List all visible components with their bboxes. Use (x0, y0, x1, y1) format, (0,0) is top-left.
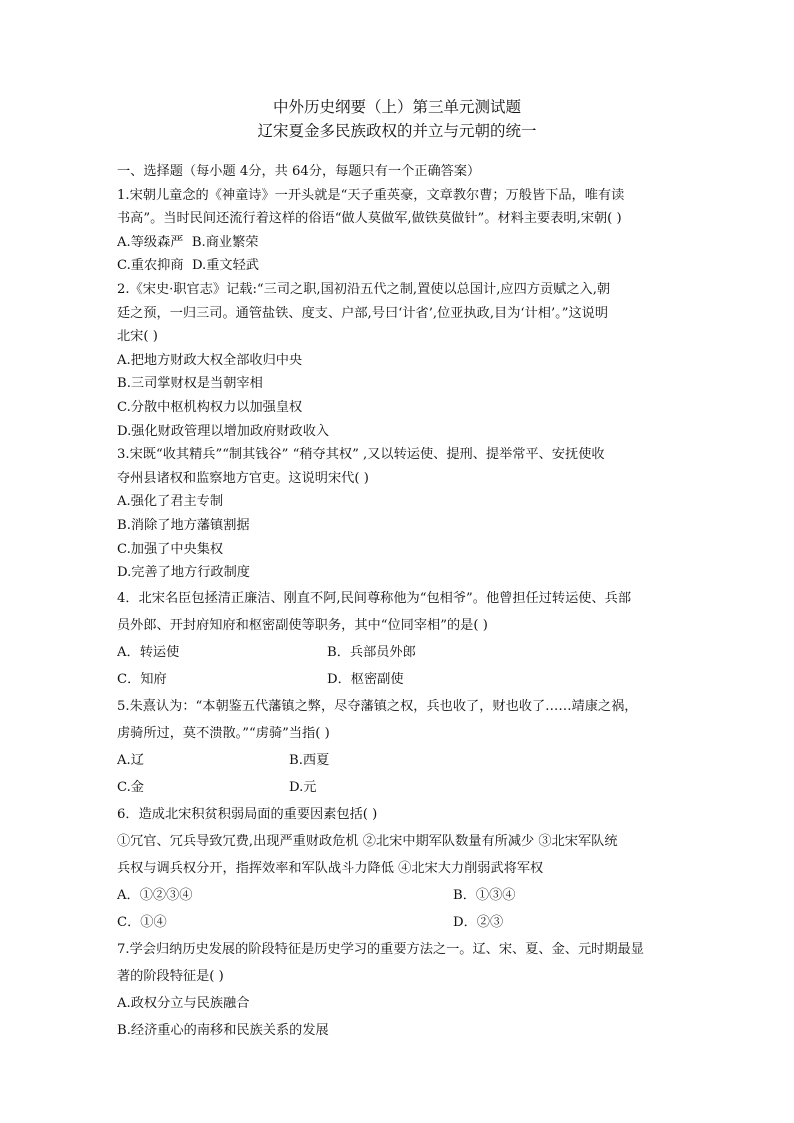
q4-stem-line-1: 4．北宋名臣包拯清正廉洁、刚直不阿,民间尊称他为“包相爷”。他曾担任过转运使、兵部 (117, 590, 631, 606)
q2-option-b: B.三司掌财权是当朝宰相 (117, 376, 263, 392)
q6-option-b: B．①③④ (453, 887, 516, 903)
q6-option-c: C．①④ (117, 914, 167, 930)
q6-stem-line-2: ①冗官、冗兵导致冗费,出现严重财政危机 ②北宋中期军队数量有所减少 ③北宋军队统 (117, 833, 618, 849)
q4-options-row-1 (117, 639, 683, 666)
q6-options-row-1 (117, 882, 683, 909)
q7-option-b: B.经济重心的南移和民族关系的发展 (117, 1022, 329, 1038)
q1-option-d: D.重文轻武 (191, 258, 259, 274)
q4-option-d: D．枢密副使 (327, 671, 404, 687)
q6-option-a: A．①②③④ (117, 887, 193, 903)
q6-options-row-2 (117, 909, 683, 936)
q3-stem-line-2: 夺州县诸权和监察地方官吏。这说明宋代( ) (117, 470, 369, 486)
q3-option-d: D.完善了地方行政制度 (117, 565, 250, 581)
q2-stem-line-1: 2.《宋史·职官志》记载:“三司之职,国初沿五代之制,置使以总国计,应四方贡赋之入,朝 (117, 281, 611, 297)
question-content (117, 160, 683, 1044)
q5-options-row-2 (117, 774, 683, 801)
q1-options-row-2 (117, 254, 683, 278)
q1-option-c: C.重农抑商 (117, 258, 184, 274)
q3-option-a: A.强化了君主专制 (117, 494, 224, 510)
q5-option-d: D.元 (289, 779, 317, 795)
q3-option-b: B.消除了地方藩镇割据 (117, 517, 250, 533)
q1-option-a: A.等级森严 (117, 234, 184, 250)
q3-option-c: C.加强了中央集权 (117, 541, 224, 557)
q6-stem-line-1: 6．造成北宋积贫积弱局面的重要因素包括( ) (117, 806, 378, 822)
q4-option-a: A．转运使 (117, 644, 180, 660)
q5-stem-line-2: 虏骑所过，莫不溃散。”“虏骑”当指( ) (117, 725, 330, 741)
q4-option-c: C．知府 (117, 671, 167, 687)
q4-options-row-2 (117, 666, 683, 693)
q4-stem-line-2: 员外郎、开封府知府和枢密副使等职务，其中“位同宰相”的是( ) (117, 617, 488, 633)
q6-stem-line-3: 兵权与调兵权分开，指挥效率和军队战斗力降低 ④北宋大力削弱武将军权 (117, 860, 544, 876)
q5-option-b: B.西夏 (289, 752, 330, 768)
q2-option-c: C.分散中枢机构权力以加强皇权 (117, 399, 303, 415)
q5-option-a: A.辽 (117, 752, 144, 768)
q1-options-row-1 (117, 231, 683, 255)
q1-stem-line-1: 1.宋朝儿童念的《神童诗》一开头就是“天子重英豪，文章教尔曹；万般皆下品，唯有读 (117, 187, 625, 203)
q7-stem-line-2: 著的阶段特征是( ) (117, 968, 224, 984)
q5-option-c: C.金 (117, 779, 144, 795)
q2-stem-line-3: 北宋( ) (117, 329, 158, 345)
q5-stem-line-1: 5.朱熹认为：“本朝鉴五代藩镇之弊，尽夺藩镇之权，兵也收了，财也收了……靖康之祸， (117, 698, 638, 714)
q3-stem-line-1: 3.宋既“收其精兵”“制其钱谷” “稍夺其权” ,又以转运使、提刑、提举常平、安抚使收 (117, 447, 605, 463)
q5-options-row-1 (117, 747, 683, 774)
document-title: 中外历史纲要（上）第三单元测试题 (272, 98, 521, 116)
q1-stem-line-2: 书高”。当时民间还流行着这样的俗语“做人莫做军,做铁莫做针”。材料主要表明,宋朝( ) (117, 211, 622, 227)
q4-option-b: B．兵部员外郎 (327, 644, 416, 660)
q7-option-a: A.政权分立与民族融合 (117, 995, 250, 1011)
q2-stem-line-2: 廷之预，一归三司。通管盐铁、度支、户部,号曰‘计省’,位亚执政,目为‘计相’。”这说明 (117, 305, 609, 321)
document-subtitle: 辽宋夏金多民族政权的并立与元朝的统一 (257, 122, 537, 140)
q2-option-a: A.把地方财政大权全部收归中央 (117, 352, 303, 368)
q7-stem-line-1: 7.学会归纳历史发展的阶段特征是历史学习的重要方法之一。辽、宋、夏、金、元时期最显 (117, 941, 644, 957)
q2-option-d: D.强化财政管理以增加政府财政收入 (117, 423, 330, 439)
section-heading: 一、选择题（每小题 4分，共 64分，每题只有一个正确答案） (117, 164, 481, 179)
q1-option-b: B.商业繁荣 (191, 234, 259, 250)
q6-option-d: D．②③ (453, 914, 504, 930)
